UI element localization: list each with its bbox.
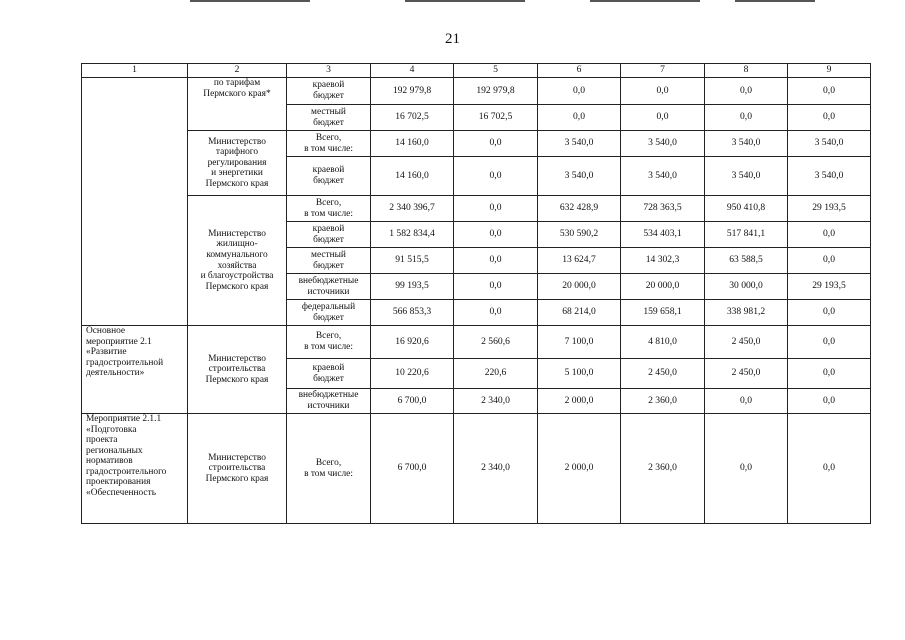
funding-source-cell: внебюджетные источники — [287, 274, 371, 300]
value-cell: 0,0 — [788, 389, 871, 414]
value-cell: 0,0 — [538, 105, 621, 131]
value-cell: 0,0 — [454, 196, 538, 222]
value-cell: 29 193,5 — [788, 274, 871, 300]
value-cell: 3 540,0 — [538, 157, 621, 196]
table-row — [82, 414, 871, 524]
value-cell: 220,6 — [454, 359, 538, 389]
value-cell: 0,0 — [538, 78, 621, 105]
value-cell: 566 853,3 — [371, 300, 454, 326]
executor-cell: Министерство тарифного регулирования и энергетики Пермского края — [188, 131, 287, 196]
activity-cell: Мероприятие 2.1.1 «Подготовка проекта региональных нормативов градостроительного проектирования «Обеспеченность — [82, 414, 188, 524]
value-cell: 534 403,1 — [621, 222, 705, 248]
table-row — [82, 196, 871, 222]
funding-source-cell: Всего, в том числе: — [287, 131, 371, 157]
value-cell: 632 428,9 — [538, 196, 621, 222]
executor-cell: по тарифам Пермского края* — [188, 78, 287, 131]
value-cell: 68 214,0 — [538, 300, 621, 326]
funding-source-cell: краевой бюджет — [287, 222, 371, 248]
executor-cell: Министерство строительства Пермского края — [188, 326, 287, 414]
col-header: 2 — [188, 64, 287, 78]
value-cell: 728 363,5 — [621, 196, 705, 222]
value-cell: 0,0 — [788, 248, 871, 274]
value-cell: 0,0 — [788, 414, 871, 524]
executor-cell: Министерство жилищно- коммунального хозяйства и благоустройства Пермского края — [188, 196, 287, 326]
value-cell: 2 000,0 — [538, 414, 621, 524]
scan-edge-line — [590, 0, 700, 2]
value-cell: 2 450,0 — [705, 359, 788, 389]
value-cell: 0,0 — [454, 274, 538, 300]
value-cell: 13 624,7 — [538, 248, 621, 274]
value-cell: 0,0 — [454, 222, 538, 248]
value-cell: 192 979,8 — [371, 78, 454, 105]
value-cell: 91 515,5 — [371, 248, 454, 274]
col-header: 5 — [454, 64, 538, 78]
value-cell: 3 540,0 — [788, 157, 871, 196]
funding-source-cell: внебюджетные источники — [287, 389, 371, 414]
value-cell: 4 810,0 — [621, 326, 705, 359]
value-cell: 14 160,0 — [371, 157, 454, 196]
executor-cell: Министерство строительства Пермского края — [188, 414, 287, 524]
value-cell: 14 160,0 — [371, 131, 454, 157]
value-cell: 2 360,0 — [621, 389, 705, 414]
value-cell: 7 100,0 — [538, 326, 621, 359]
value-cell: 0,0 — [454, 157, 538, 196]
col-header: 7 — [621, 64, 705, 78]
table-row — [82, 326, 871, 359]
value-cell: 530 590,2 — [538, 222, 621, 248]
value-cell: 159 658,1 — [621, 300, 705, 326]
table-row — [82, 131, 871, 157]
value-cell: 0,0 — [788, 326, 871, 359]
funding-source-cell: федеральный бюджет — [287, 300, 371, 326]
value-cell: 99 193,5 — [371, 274, 454, 300]
value-cell: 3 540,0 — [705, 131, 788, 157]
value-cell: 2 340,0 — [454, 414, 538, 524]
value-cell: 3 540,0 — [705, 157, 788, 196]
value-cell: 1 582 834,4 — [371, 222, 454, 248]
value-cell: 63 588,5 — [705, 248, 788, 274]
scan-edge-line — [405, 0, 525, 2]
value-cell: 16 702,5 — [371, 105, 454, 131]
funding-source-cell: краевой бюджет — [287, 359, 371, 389]
value-cell: 2 340,0 — [454, 389, 538, 414]
value-cell: 0,0 — [788, 359, 871, 389]
header-row — [82, 64, 871, 78]
scan-edge-line — [735, 0, 815, 2]
value-cell: 0,0 — [454, 300, 538, 326]
value-cell: 338 981,2 — [705, 300, 788, 326]
col-header: 1 — [82, 64, 188, 78]
value-cell: 2 450,0 — [705, 326, 788, 359]
value-cell: 2 450,0 — [621, 359, 705, 389]
value-cell: 6 700,0 — [371, 389, 454, 414]
value-cell: 950 410,8 — [705, 196, 788, 222]
col-header: 3 — [287, 64, 371, 78]
value-cell: 2 560,6 — [454, 326, 538, 359]
value-cell: 10 220,6 — [371, 359, 454, 389]
value-cell: 2 000,0 — [538, 389, 621, 414]
funding-source-cell: Всего, в том числе: — [287, 196, 371, 222]
value-cell: 0,0 — [788, 222, 871, 248]
value-cell: 2 360,0 — [621, 414, 705, 524]
value-cell: 0,0 — [788, 78, 871, 105]
value-cell: 3 540,0 — [621, 131, 705, 157]
value-cell: 3 540,0 — [788, 131, 871, 157]
value-cell: 29 193,5 — [788, 196, 871, 222]
funding-source-cell: местный бюджет — [287, 248, 371, 274]
funding-source-cell: Всего, в том числе: — [287, 414, 371, 524]
funding-source-cell: краевой бюджет — [287, 78, 371, 105]
value-cell: 16 920,6 — [371, 326, 454, 359]
funding-source-cell: краевой бюджет — [287, 157, 371, 196]
activity-cell — [82, 78, 188, 326]
col-header: 9 — [788, 64, 871, 78]
value-cell: 0,0 — [454, 248, 538, 274]
value-cell: 0,0 — [705, 389, 788, 414]
value-cell: 14 302,3 — [621, 248, 705, 274]
value-cell: 0,0 — [621, 78, 705, 105]
value-cell: 3 540,0 — [538, 131, 621, 157]
value-cell: 30 000,0 — [705, 274, 788, 300]
page-number: 21 — [445, 31, 460, 47]
col-header: 4 — [371, 64, 454, 78]
value-cell: 6 700,0 — [371, 414, 454, 524]
activity-cell: Основное мероприятие 2.1 «Развитие градостроительной деятельности» — [82, 326, 188, 414]
value-cell: 20 000,0 — [538, 274, 621, 300]
value-cell: 3 540,0 — [621, 157, 705, 196]
value-cell: 2 340 396,7 — [371, 196, 454, 222]
funding-source-cell: Всего, в том числе: — [287, 326, 371, 359]
value-cell: 0,0 — [454, 131, 538, 157]
value-cell: 192 979,8 — [454, 78, 538, 105]
value-cell: 5 100,0 — [538, 359, 621, 389]
value-cell: 0,0 — [705, 414, 788, 524]
value-cell: 517 841,1 — [705, 222, 788, 248]
col-header: 6 — [538, 64, 621, 78]
value-cell: 0,0 — [621, 105, 705, 131]
value-cell: 0,0 — [788, 300, 871, 326]
value-cell: 16 702,5 — [454, 105, 538, 131]
value-cell: 0,0 — [705, 105, 788, 131]
col-header: 8 — [705, 64, 788, 78]
funding-source-cell: местный бюджет — [287, 105, 371, 131]
budget-table — [81, 63, 871, 524]
scan-edge-line — [190, 0, 310, 2]
value-cell: 0,0 — [705, 78, 788, 105]
value-cell: 0,0 — [788, 105, 871, 131]
table-row — [82, 78, 871, 105]
value-cell: 20 000,0 — [621, 274, 705, 300]
